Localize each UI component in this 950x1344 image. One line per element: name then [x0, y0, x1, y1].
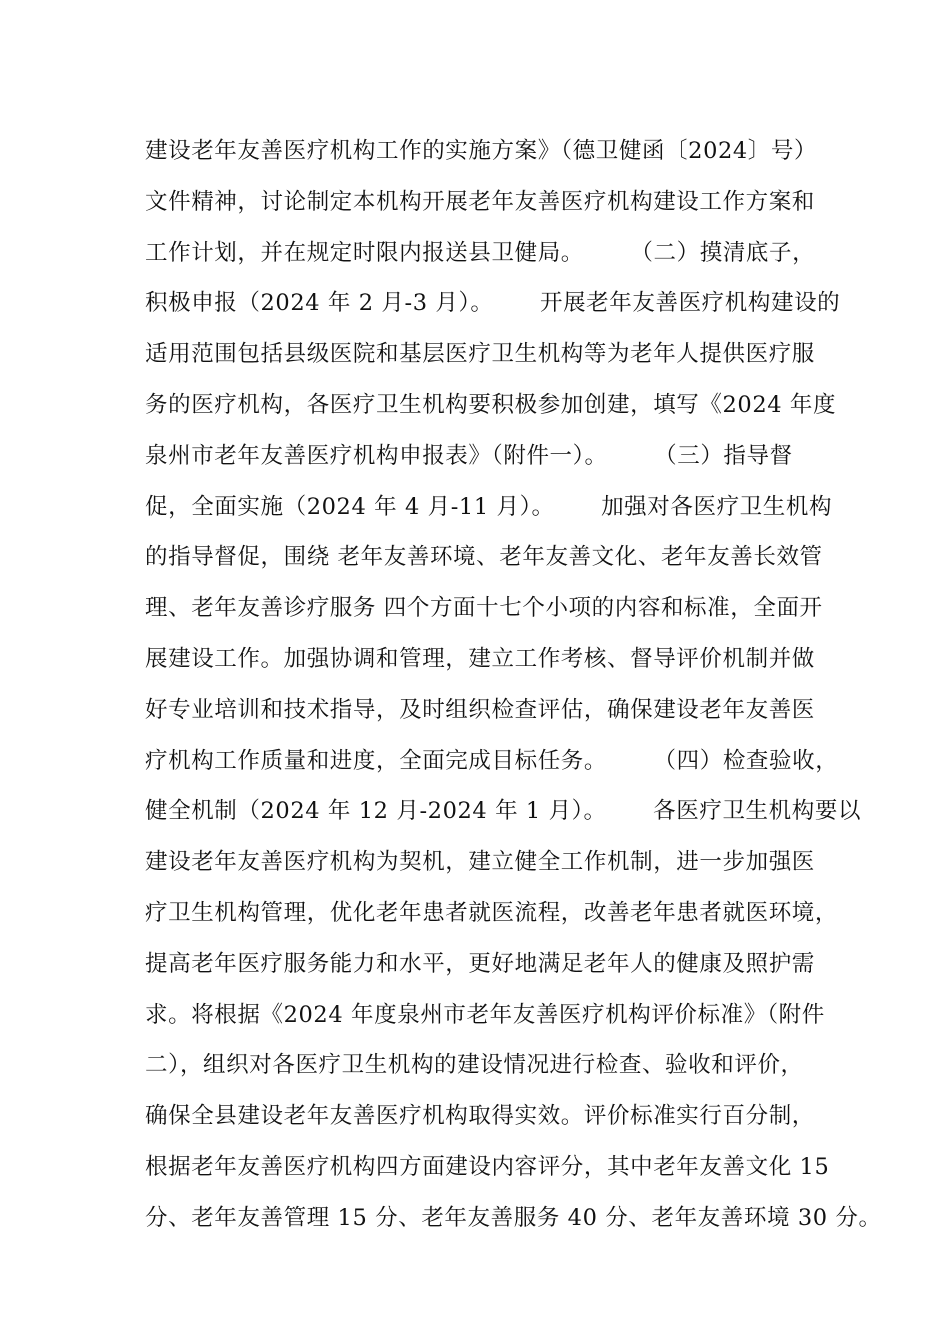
text-line: 二），组织对各医疗卫生机构的建设情况进行检查、验收和评价，: [145, 1052, 804, 1079]
text-line: 文件精神，讨论制定本机构开展老年友善医疗机构建设工作方案和: [145, 188, 815, 215]
text-line: 好专业培训和技术指导，及时组织检查评估，确保建设老年友善医: [145, 696, 815, 723]
text-line: 工作计划，并在规定时限内报送县卫健局。 （二）摸清底子，: [145, 239, 816, 266]
text-line: 提高老年医疗服务能力和水平，更好地满足老年人的健康及照护需: [145, 950, 815, 977]
text-line: 健全机制（2024 年 12 月-2024 年 1 月）。 各医疗卫生机构要以: [145, 798, 862, 825]
text-line: 务的医疗机构，各医疗卫生机构要积极参加创建，填写《2024 年度: [145, 391, 837, 418]
text-line: 建设老年友善医疗机构工作的实施方案》（德卫健函〔2024〕号）: [145, 138, 818, 164]
text-line: 的指导督促，围绕 老年友善环境、老年友善文化、老年友善长效管: [145, 544, 823, 571]
text-line: 适用范围包括县级医院和基层医疗卫生机构等为老年人提供医疗服: [145, 341, 815, 368]
text-line: 促，全面实施（2024 年 4 月-11 月）。 加强对各医疗卫生机构: [145, 493, 833, 520]
text-line: 理、老年友善诊疗服务 四个方面十七个小项的内容和标准，全面开: [145, 595, 823, 622]
body-text: [145, 126, 882, 1244]
text-line: 求。将根据《2024 年度泉州市老年友善医疗机构评价标准》（附件: [145, 1001, 825, 1028]
text-line: 分、老年友善管理 15 分、老年友善服务 40 分、老年友善环境 30 分。: [145, 1204, 882, 1231]
text-line: 疗机构工作质量和进度，全面完成目标任务。 （四）检查验收，: [145, 747, 839, 774]
text-line: 泉州市老年友善医疗机构申报表》（附件一）。 （三）指导督: [145, 442, 793, 469]
text-line: 展建设工作。加强协调和管理，建立工作考核、督导评价机制并做: [145, 645, 815, 672]
text-line: 积极申报（2024 年 2 月-3 月）。 开展老年友善医疗机构建设的: [145, 290, 841, 317]
text-line: 建设老年友善医疗机构为契机，建立健全工作机制，进一步加强医: [145, 849, 815, 876]
text-line: 疗卫生机构管理，优化老年患者就医流程，改善老年患者就医环境，: [145, 899, 839, 926]
text-line: 根据老年友善医疗机构四方面建设内容评分，其中老年友善文化 15: [145, 1153, 830, 1180]
text-line: 确保全县建设老年友善医疗机构取得实效。评价标准实行百分制，: [145, 1103, 815, 1130]
